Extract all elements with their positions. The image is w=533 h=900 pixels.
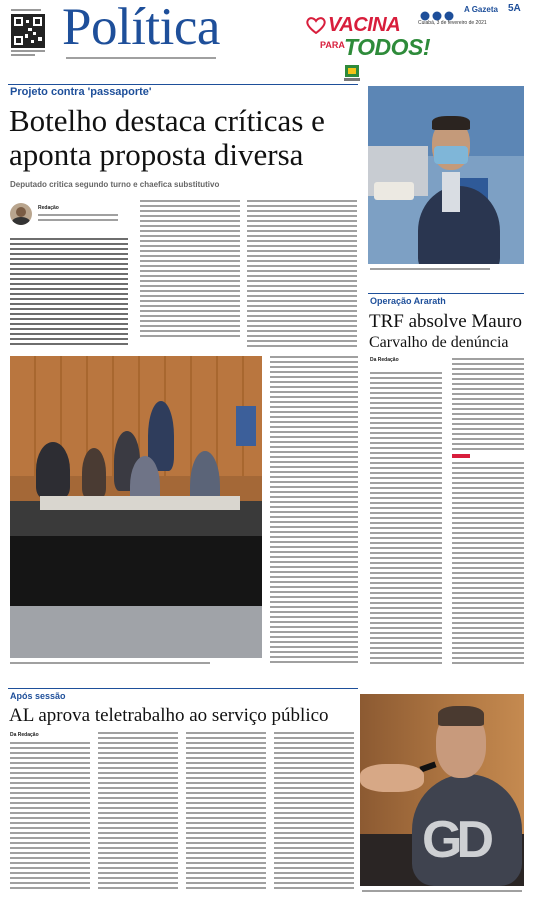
top-story-column-2 xyxy=(140,200,240,340)
bottom-story-column-4 xyxy=(274,732,354,892)
bottom-story-column-1 xyxy=(10,742,90,892)
bottom-story-column-3 xyxy=(186,732,266,892)
gd-watermark: GD xyxy=(422,811,488,869)
page-number: 5A xyxy=(508,3,521,14)
top-story-headline-line2: aponta proposta diversa xyxy=(9,137,304,172)
botelho-photo-caption xyxy=(370,268,490,272)
side-story-subkicker xyxy=(452,454,470,458)
date-line: Cuiabá, 3 de fevereiro de 2021 xyxy=(418,20,487,26)
side-story-byline: Da Redação xyxy=(370,357,399,363)
bottom-story-byline: Da Redação xyxy=(10,732,39,738)
social-icons xyxy=(420,8,456,18)
speaker-photo-caption xyxy=(362,890,522,894)
campaign-line2: PARA xyxy=(320,40,345,50)
top-story-lede xyxy=(10,238,128,346)
bottom-story-headline: AL aprova teletrabalho ao serviço público xyxy=(9,705,329,726)
side-story-column-2b xyxy=(452,462,524,664)
qr-code xyxy=(9,8,47,58)
plenary-photo-caption xyxy=(10,662,210,666)
author-avatar xyxy=(10,203,32,225)
bottom-story-kicker: Após sessão xyxy=(10,691,66,701)
botelho-photo xyxy=(368,86,524,264)
bottom-story-rule xyxy=(8,688,358,689)
masthead-underline-text xyxy=(66,57,216,61)
section-title: Política xyxy=(62,0,220,56)
government-seal-icon xyxy=(344,64,360,82)
top-story-rule xyxy=(8,84,358,85)
campaign-logo xyxy=(306,14,434,84)
top-story-column-3 xyxy=(247,200,357,350)
campaign-line1: VACINA xyxy=(328,14,401,36)
top-story-byline: Redação xyxy=(38,205,59,211)
top-story-headline-line1: Botelho destaca críticas e xyxy=(9,103,325,138)
top-story-subhead: Deputado critica segundo turno e chaefica substitutivo xyxy=(10,180,220,189)
bottom-story-column-2 xyxy=(98,732,178,892)
side-story-column-1 xyxy=(370,372,442,664)
heart-icon xyxy=(306,16,326,34)
campaign-line3: TODOS! xyxy=(344,34,431,60)
byline-detail xyxy=(38,214,118,222)
brand-name: A Gazeta xyxy=(464,5,498,14)
plenary-session-photo xyxy=(10,356,262,658)
side-story-headline-line1: TRF absolve Mauro xyxy=(369,311,523,332)
side-story-rule xyxy=(368,293,524,294)
side-story-headline-line2: Carvalho de denúncia xyxy=(369,334,509,351)
side-story-column-2 xyxy=(452,358,524,450)
top-story-column-4 xyxy=(270,356,358,664)
top-story-kicker: Projeto contra 'passaporte' xyxy=(10,86,152,98)
side-story-kicker: Operação Ararath xyxy=(370,296,446,306)
